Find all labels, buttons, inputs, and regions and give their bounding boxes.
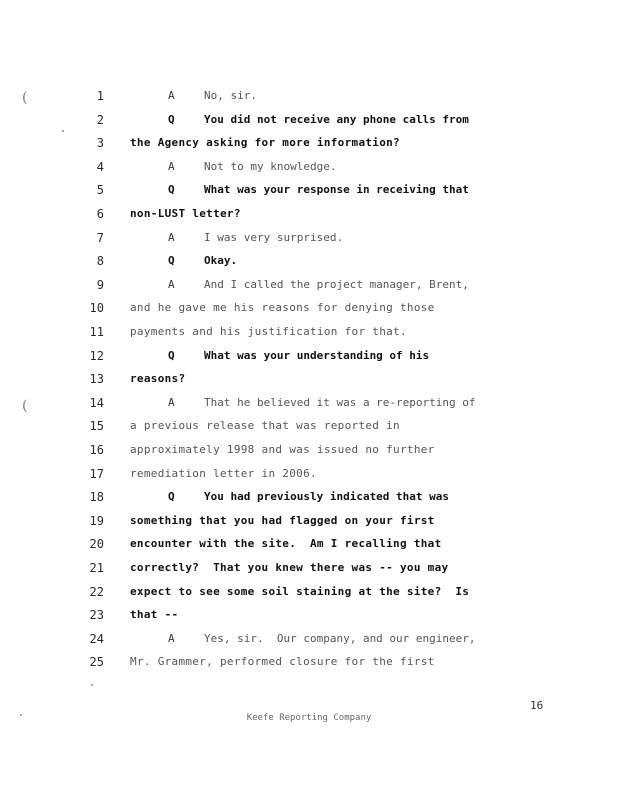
line-text: something that you had flagged on your first: [130, 513, 435, 527]
speaker-label: Q: [168, 183, 175, 197]
transcript-line: [0, 632, 618, 652]
transcript-line: [0, 537, 618, 557]
transcript-line: [0, 325, 618, 345]
transcript-line: [0, 254, 618, 274]
speaker-label: A: [168, 89, 175, 102]
line-number: 9: [96, 277, 104, 292]
speaker-label: A: [168, 159, 175, 173]
transcript-line: [0, 419, 618, 439]
transcript-line: [0, 278, 618, 298]
transcript-line: [0, 561, 618, 581]
line-number: 14: [89, 395, 104, 410]
line-text: Okay.: [204, 254, 238, 268]
line-text: Yes, sir. Our company, and our engineer,: [204, 631, 476, 645]
speaker-label: Q: [168, 112, 175, 126]
line-number: 24: [89, 631, 104, 646]
line-number: 19: [89, 513, 104, 528]
margin-mark: (: [22, 90, 28, 106]
line-text: What was your understanding of his: [204, 348, 430, 362]
footer-reporting-company: Keefe Reporting Company: [246, 713, 372, 723]
transcript-line: [0, 89, 618, 109]
line-text: remediation letter in 2006.: [130, 466, 317, 480]
transcript-line: [0, 608, 618, 628]
page-number: 16: [530, 699, 544, 712]
line-text: You had previously indicated that was: [204, 490, 450, 504]
line-text: payments and his justification for that.: [130, 325, 407, 338]
line-number: 20: [89, 537, 104, 552]
speaker-label: Q: [168, 490, 175, 504]
line-number: 2: [96, 112, 104, 127]
transcript-line: [0, 467, 618, 487]
transcript-line: [0, 207, 618, 227]
speaker-label: Q: [168, 254, 175, 268]
line-number: 21: [89, 561, 104, 575]
margin-mark: (: [22, 398, 28, 414]
line-text: encounter with the site. Am I recalling that: [130, 537, 442, 551]
line-number: 8: [96, 254, 104, 269]
line-number: 17: [89, 466, 104, 481]
line-number: 10: [89, 301, 104, 316]
transcript-line: [0, 490, 618, 510]
line-number: 11: [89, 325, 104, 339]
transcript-line: [0, 136, 618, 156]
line-text: Not to my knowledge.: [204, 159, 337, 173]
speaker-label: A: [168, 277, 175, 291]
line-text: correctly? That you knew there was -- you may: [130, 561, 449, 574]
line-text: No, sir.: [204, 89, 257, 102]
line-text: Mr. Grammer, performed closure for the first: [130, 655, 435, 669]
transcript-line: [0, 231, 618, 251]
transcript-line: [0, 160, 618, 180]
line-number: 15: [89, 419, 104, 434]
line-text: What was your response in receiving that: [204, 183, 469, 197]
line-number: 22: [89, 584, 104, 599]
margin-dot: [91, 684, 93, 686]
speaker-label: Q: [168, 348, 175, 362]
transcript-line: [0, 113, 618, 133]
transcript-line: [0, 301, 618, 321]
line-number: 7: [96, 230, 104, 245]
line-number: 12: [89, 348, 104, 363]
line-number: 23: [89, 608, 104, 623]
line-text: approximately 1998 and was issued no further: [130, 443, 435, 456]
line-text: You did not receive any phone calls from: [204, 112, 469, 126]
line-text: That he believed it was a re-reporting of: [204, 395, 476, 409]
transcript-line: [0, 183, 618, 203]
line-number: 18: [89, 490, 104, 505]
line-text: that --: [130, 608, 179, 622]
transcript-line: [0, 349, 618, 369]
line-number: 25: [89, 655, 104, 670]
transcript-line: [0, 585, 618, 605]
line-text: the Agency asking for more information?: [130, 136, 400, 150]
line-text: I was very surprised.: [204, 230, 344, 244]
speaker-label: A: [168, 395, 175, 409]
line-text: non-LUST letter?: [130, 207, 241, 220]
transcript-line: [0, 443, 618, 463]
line-number: 5: [96, 183, 104, 198]
line-text: reasons?: [130, 372, 186, 386]
line-number: 6: [96, 207, 104, 221]
transcript-line: [0, 396, 618, 416]
speaker-label: A: [168, 631, 175, 645]
line-text: a previous release that was reported in: [130, 419, 400, 433]
transcript-line: [0, 514, 618, 534]
transcript-line: [0, 655, 618, 675]
line-text: and he gave me his reasons for denying those: [130, 301, 435, 315]
line-number: 4: [96, 159, 104, 174]
line-number: 3: [96, 136, 104, 151]
line-number: 1: [96, 89, 104, 103]
line-text: And I called the project manager, Brent,: [204, 277, 469, 291]
line-number: 16: [89, 443, 104, 457]
transcript-line: [0, 372, 618, 392]
speaker-label: A: [168, 230, 175, 244]
line-text: expect to see some soil staining at the site? Is: [130, 584, 470, 598]
line-number: 13: [89, 372, 104, 387]
